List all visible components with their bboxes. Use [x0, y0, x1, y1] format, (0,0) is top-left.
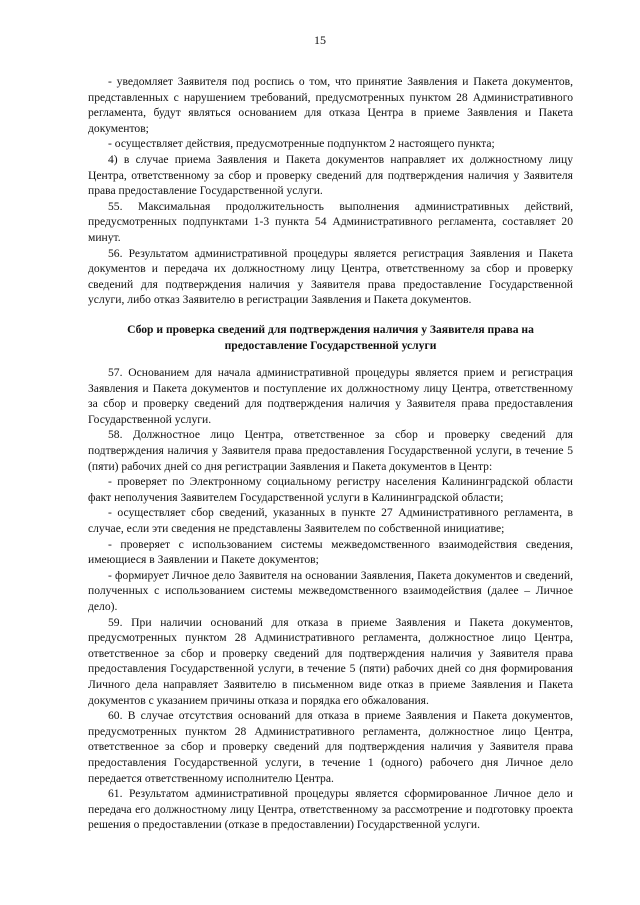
- section-heading: [88, 322, 573, 353]
- paragraph: 60. В случае отсутствия оснований для отказа в приеме Заявления и Пакета документов, предусмотренных пунктом 28 Административного регламента, должностное лицо Центра, ответственное за сбор и проверку сведений для подтверждения наличия у Заявителя права предоставления Государственной услуги, в течение 1 (одного) рабочего дня Личное дело передается ответственному исполнителю Центра.: [88, 709, 573, 785]
- paragraph: - осуществляет сбор сведений, указанных в пункте 27 Административного регламента, в случае, если эти сведения не представлены Заявителем по собственной инициативе;: [88, 506, 573, 536]
- paragraph: 59. При наличии оснований для отказа в приеме Заявления и Пакета документов, предусмотренных пунктом 28 Административного регламента, должностное лицо Центра, ответственное за сбор и проверку сведений для подтверждения наличия у Заявителя права предоставления Государственной услуги, в течение 5 (пяти) рабочих дней со дня формирования Личного дела направляет Заявителю в письменном виде отказ в приеме Заявления и Пакета документов с указанием причины отказа и порядка его обжалования.: [88, 615, 573, 707]
- paragraph: 61. Результатом административной процедуры является сформированное Личное дело и передача его должностному лицу Центра, ответственному за рассмотрение и подготовку проекта решения о предоставлении (отказе в предоставлении) Государственной услуги.: [88, 787, 573, 832]
- document-body: [88, 74, 573, 833]
- section-heading-line: Сбор и проверка сведений для подтверждения наличия у Заявителя права на: [127, 322, 534, 336]
- paragraph: - уведомляет Заявителя под роспись о том, что принятие Заявления и Пакета документов, представленных с нарушением требований, предусмотренных пунктом 28 Административного регламента, будут являться основанием для отказа Центра в приеме Заявления и Пакета документов;: [88, 75, 573, 135]
- paragraph: 4) в случае приема Заявления и Пакета документов направляет их должностному лицу Центра, ответственному за сбор и проверку сведений для подтверждения наличия у Заявителя права предоставление Государственной услуги.: [88, 152, 573, 198]
- paragraph: - формирует Личное дело Заявителя на основании Заявления, Пакета документов и сведений, полученных с использованием системы межведомственного взаимодействия (далее – Личное дело).: [88, 568, 573, 613]
- paragraph: 58. Должностное лицо Центра, ответственное за сбор и проверку сведений для подтверждения наличия у Заявителя права предоставления Государственной услуги, в течение 5 (пяти) рабочих дней со дня регистрации Заявления и Пакета документов в Центр:: [88, 428, 573, 473]
- section-heading-line: предоставление Государственной услуги: [224, 338, 437, 352]
- paragraph: - проверяет по Электронному социальному регистру населения Калининградской области факт неполучения Заявителем Государственной услуги в Калининградской области;: [88, 475, 573, 504]
- paragraph: - проверяет с использованием системы межведомственного взаимодействия сведения, имеющиеся в Заявлении и Пакете документов;: [88, 537, 573, 567]
- paragraph: 55. Максимальная продолжительность выполнения административных действий, предусмотренных подпунктами 1-3 пункта 54 Административного регламента, составляет 20 минут.: [88, 199, 573, 244]
- paragraph: - осуществляет действия, предусмотренные подпунктом 2 настоящего пункта;: [108, 137, 495, 151]
- paragraph: 57. Основанием для начала административной процедуры является прием и регистрация Заявления и Пакета документов и поступление их должностному лицу Центра, ответственному за сбор и проверку сведений для подтверждения наличия у Заявителя права предоставления Государственной услуги.: [88, 366, 573, 426]
- paragraph: 56. Результатом административной процедуры является регистрация Заявления и Пакета документов и передача их должностному лицу Центра, ответственному за сбор и проверку сведений для подтверждения наличия у Заявителя права предоставление Государственной услуги, либо отказ Заявителю в регистрации Заявления и Пакета документов.: [88, 246, 573, 307]
- page-number: 15: [314, 33, 326, 47]
